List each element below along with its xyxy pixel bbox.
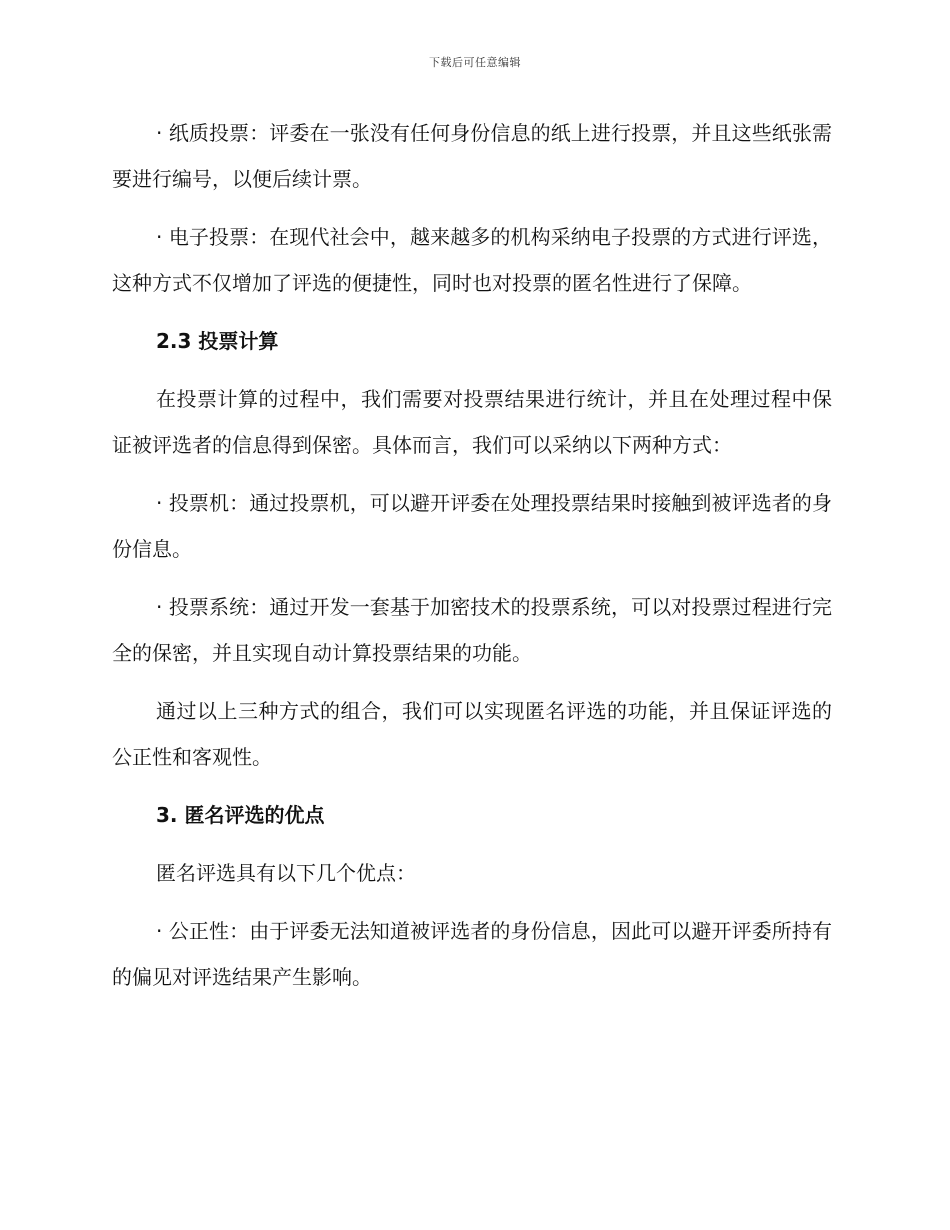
page-header: 下载后可任意编辑: [429, 56, 521, 69]
paragraph-advantages-intro: 匿名评选具有以下几个优点：: [156, 861, 416, 885]
paragraph-combination: 通过以上三种方式的组合，我们可以实现匿名评选的功能，并且保证评选的公正性和客观性。: [112, 699, 832, 769]
paragraph-vote-counting-intro: 在投票计算的过程中，我们需要对投票结果进行统计，并且在处理过程中保证被评选者的信息得到保密。具体而言，我们可以采纳以下两种方式：: [112, 387, 832, 457]
paragraph-electronic-voting: · 电子投票：在现代社会中，越来越多的机构采纳电子投票的方式进行评选，这种方式不仅增加了评选的便捷性，同时也对投票的匿名性进行了保障。: [112, 225, 832, 295]
paragraph-voting-system: · 投票系统：通过开发一套基于加密技术的投票系统，可以对投票过程进行完全的保密，并且实现自动计算投票结果的功能。: [112, 595, 832, 665]
paragraph-fairness: · 公正性：由于评委无法知道被评选者的身份信息，因此可以避开评委所持有的偏见对评选结果产生影响。: [112, 919, 832, 989]
section-heading-vote-counting: 2.3 投票计算: [156, 329, 279, 353]
paragraph-paper-voting: · 纸质投票：评委在一张没有任何身份信息的纸上进行投票，并且这些纸张需要进行编号，以便后续计票。: [112, 121, 832, 191]
section-heading-advantages: 3. 匿名评选的优点: [156, 803, 325, 827]
paragraph-voting-machine: · 投票机：通过投票机，可以避开评委在处理投票结果时接触到被评选者的身份信息。: [112, 491, 832, 561]
document-body: [112, 110, 832, 1012]
